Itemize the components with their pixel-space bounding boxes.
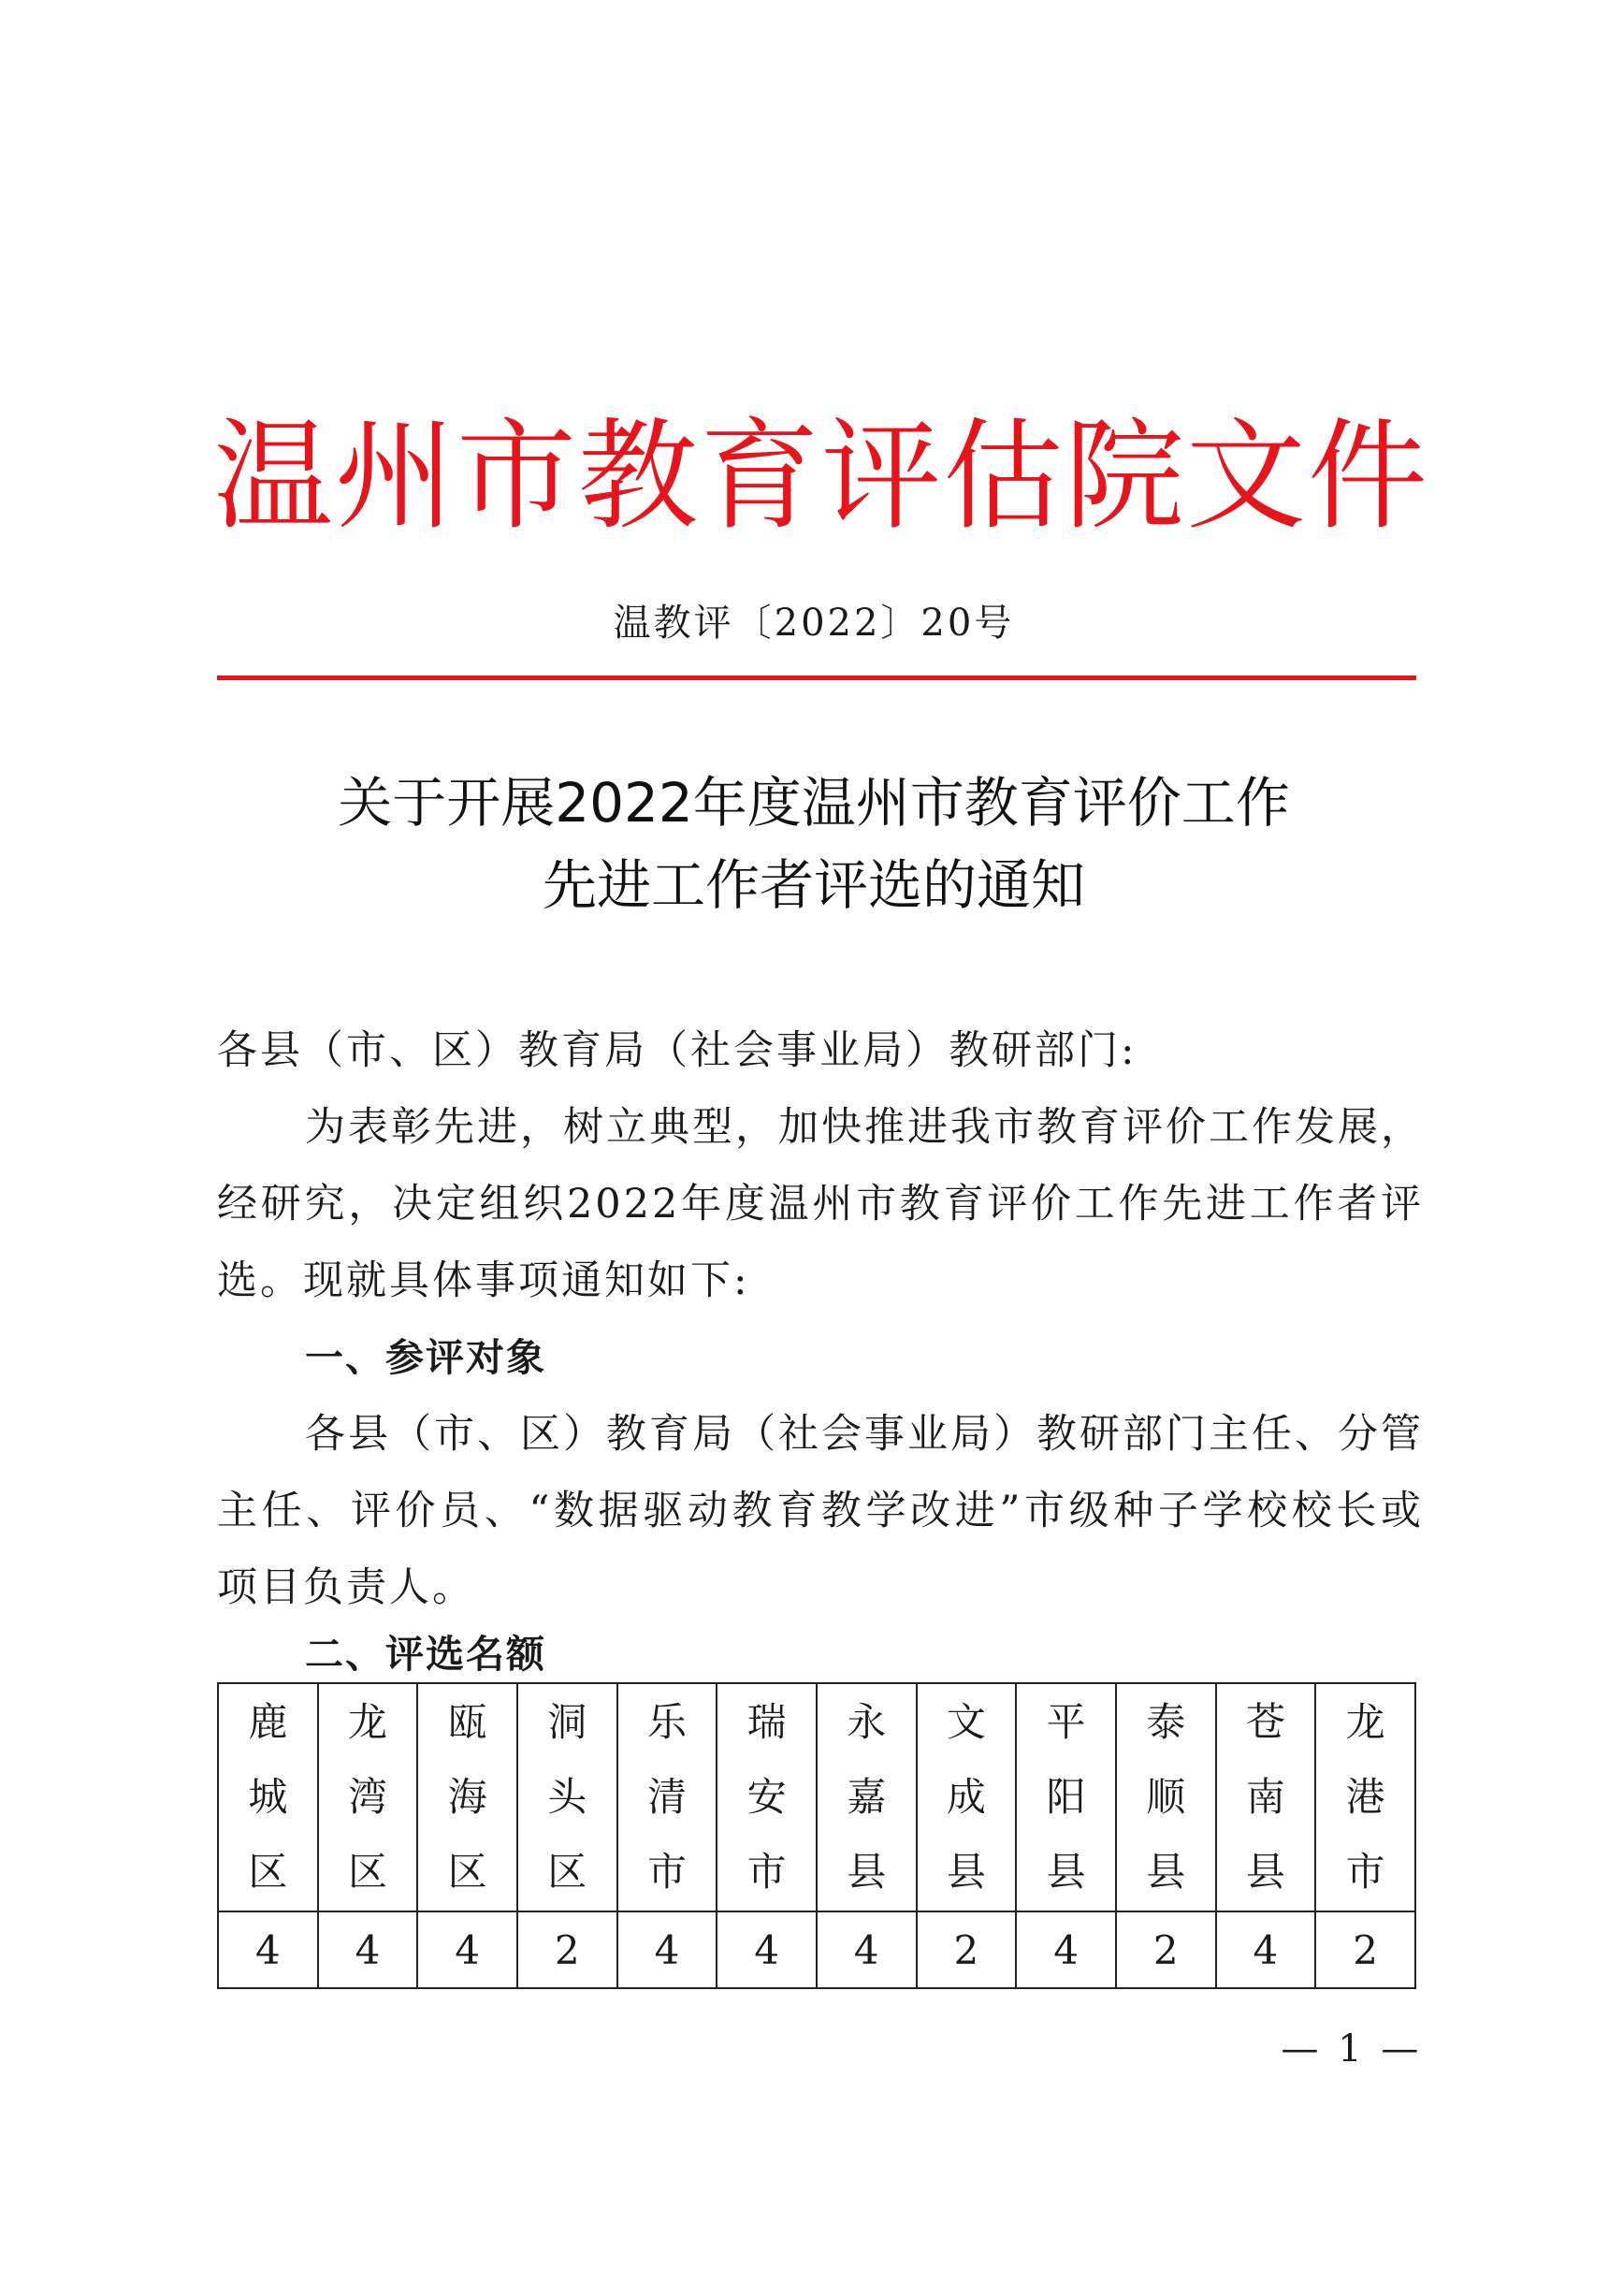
district-cell xyxy=(318,1683,418,1911)
district-cell xyxy=(717,1683,817,1911)
district-name: 洞头区 xyxy=(547,1699,587,1895)
district-cell xyxy=(218,1683,318,1911)
quota-count: 2 xyxy=(917,1911,1017,1988)
district-cell xyxy=(1016,1683,1116,1911)
section-2-heading: 二、评选名额 xyxy=(305,1632,546,1677)
district-name: 龙湾区 xyxy=(347,1699,387,1895)
district-name: 瑞安市 xyxy=(746,1699,787,1895)
district-name: 泰顺县 xyxy=(1146,1699,1186,1895)
district-cell xyxy=(417,1683,517,1911)
quota-count: 2 xyxy=(517,1911,617,1988)
district-cell xyxy=(1315,1683,1415,1911)
count-row xyxy=(218,1911,1415,1988)
district-name: 永嘉县 xyxy=(847,1699,887,1895)
district-cell xyxy=(1116,1683,1216,1911)
district-row xyxy=(218,1683,1415,1911)
district-name: 瓯海区 xyxy=(447,1699,487,1895)
notice-title-line-2: 先进工作者评选的通知 xyxy=(542,853,1085,917)
intro-paragraph: 为表彰先进，树立典型，加快推进我市教育评价工作发展，经研究，决定组织2022年度温州市教育评价工作先进工作者评选。现就具体事项通知如下: xyxy=(217,1104,1424,1304)
quota-count: 4 xyxy=(1216,1911,1316,1988)
district-cell xyxy=(1216,1683,1316,1911)
district-cell xyxy=(517,1683,617,1911)
quota-table xyxy=(217,1682,1416,1989)
district-name: 文成县 xyxy=(946,1699,986,1895)
quota-count: 4 xyxy=(1016,1911,1116,1988)
district-cell xyxy=(817,1683,917,1911)
quota-count: 4 xyxy=(617,1911,717,1988)
quota-count: 4 xyxy=(417,1911,517,1988)
district-name: 乐清市 xyxy=(646,1699,687,1895)
quota-count: 4 xyxy=(218,1911,318,1988)
quota-count: 4 xyxy=(318,1911,418,1988)
red-divider-line xyxy=(217,676,1416,680)
quota-count: 4 xyxy=(717,1911,817,1988)
section-1-heading: 一、参评对象 xyxy=(305,1335,546,1380)
quota-count: 4 xyxy=(817,1911,917,1988)
district-name: 平阳县 xyxy=(1046,1699,1086,1895)
letterhead-title: 温州市教育评估院文件 xyxy=(213,407,1430,546)
district-cell xyxy=(917,1683,1017,1911)
notice-title-line-1: 关于开展2022年度温州市教育评价工作 xyxy=(338,771,1290,835)
district-name: 龙港市 xyxy=(1345,1699,1385,1895)
notice-title xyxy=(213,762,1414,926)
page-number: — 1 — xyxy=(1281,2027,1423,2071)
district-cell xyxy=(617,1683,717,1911)
district-name: 鹿城区 xyxy=(248,1699,288,1895)
quota-count: 2 xyxy=(1315,1911,1415,1988)
district-name: 苍南县 xyxy=(1245,1699,1285,1895)
salutation: 各县（市、区）教育局（社会事业局）教研部门: xyxy=(217,1027,1138,1074)
document-number: 温教评〔2022〕20号 xyxy=(613,602,1015,645)
section-1-paragraph: 各县（市、区）教育局（社会事业局）教研部门主任、分管主任、评价员、“数据驱动教育教学改进”市级种子学校校长或项目负责人。 xyxy=(217,1411,1424,1611)
quota-count: 2 xyxy=(1116,1911,1216,1988)
